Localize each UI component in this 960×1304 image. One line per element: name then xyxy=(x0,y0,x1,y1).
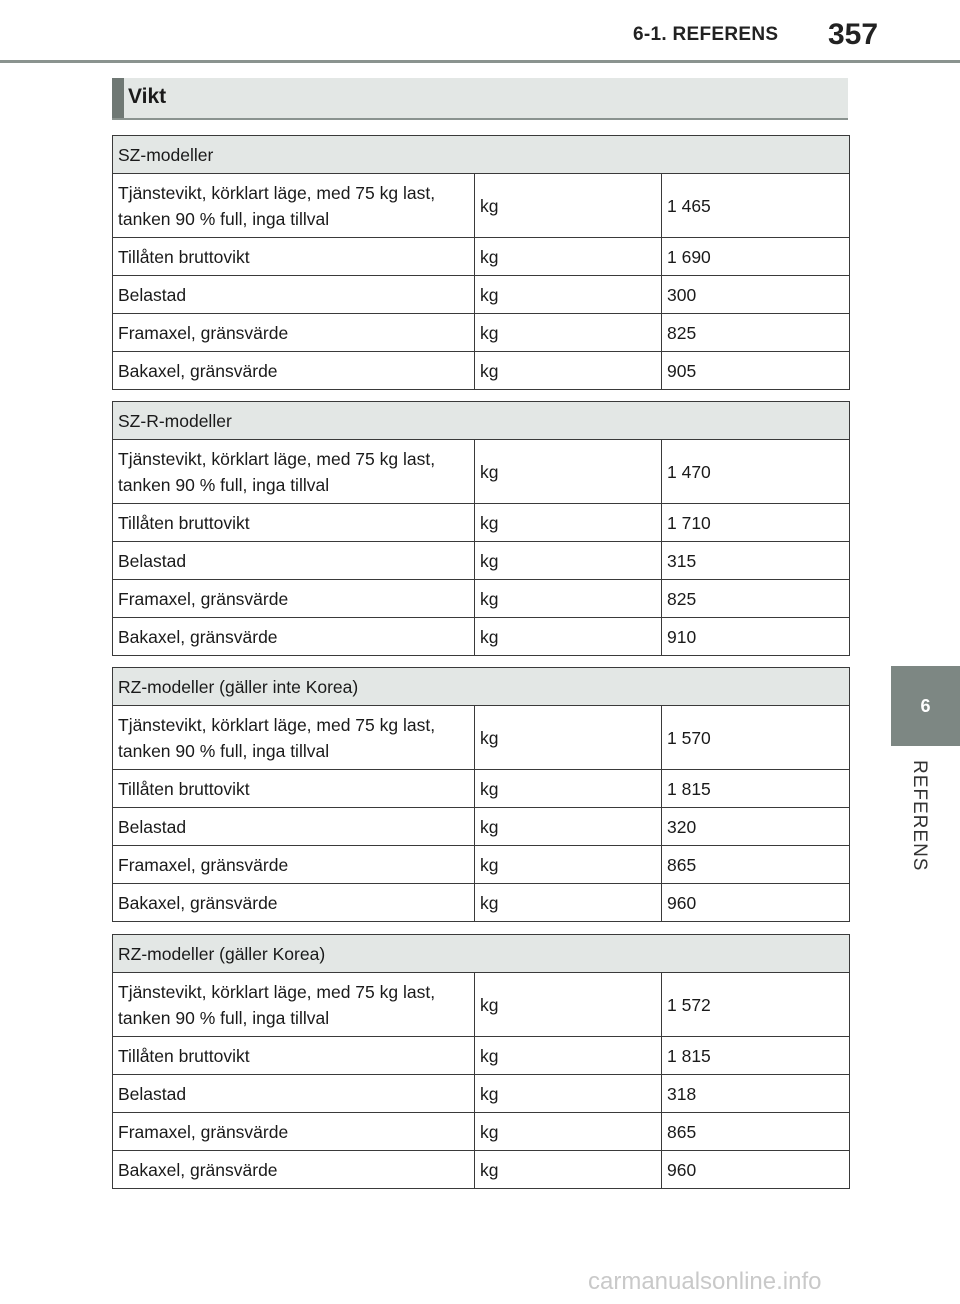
weight-table-sz xyxy=(112,135,850,390)
chapter-label: REFERENS xyxy=(909,760,930,872)
row-unit: kg xyxy=(475,174,662,238)
row-value: 1 570 xyxy=(662,706,850,770)
table-row xyxy=(113,542,850,580)
table-row xyxy=(113,846,850,884)
row-label: Bakaxel, gränsvärde xyxy=(113,352,475,390)
table-row xyxy=(113,808,850,846)
section-title: 6-1. REFERENS xyxy=(633,24,779,45)
table-row xyxy=(113,440,850,504)
heading-accent xyxy=(112,78,124,118)
row-unit: kg xyxy=(475,580,662,618)
row-unit: kg xyxy=(475,1113,662,1151)
table-group-label: RZ-modeller (gäller inte Korea) xyxy=(113,668,850,706)
row-value: 960 xyxy=(662,1151,850,1189)
row-unit: kg xyxy=(475,808,662,846)
row-label: Tillåten bruttovikt xyxy=(113,1037,475,1075)
row-value: 320 xyxy=(662,808,850,846)
row-unit: kg xyxy=(475,846,662,884)
row-label: Tjänstevikt, körklart läge, med 75 kg last, tanken 90 % full, inga tillval xyxy=(113,440,475,504)
table-row xyxy=(113,770,850,808)
section-heading: Vikt xyxy=(128,85,167,108)
watermark-text: carmanualsonline.info xyxy=(588,1268,822,1295)
table-group-label: RZ-modeller (gäller Korea) xyxy=(113,935,850,973)
table-row xyxy=(113,1037,850,1075)
row-label: Tjänstevikt, körklart läge, med 75 kg last, tanken 90 % full, inga tillval xyxy=(113,174,475,238)
row-unit: kg xyxy=(475,504,662,542)
row-label: Bakaxel, gränsvärde xyxy=(113,884,475,922)
row-value: 300 xyxy=(662,276,850,314)
row-value: 1 710 xyxy=(662,504,850,542)
table-row xyxy=(113,504,850,542)
table-row xyxy=(113,276,850,314)
row-value: 1 815 xyxy=(662,1037,850,1075)
table-row xyxy=(113,352,850,390)
table-row xyxy=(113,1113,850,1151)
row-value: 825 xyxy=(662,580,850,618)
table-row xyxy=(113,174,850,238)
page-number: 357 xyxy=(828,18,879,51)
row-unit: kg xyxy=(475,706,662,770)
row-label: Tjänstevikt, körklart läge, med 75 kg last, tanken 90 % full, inga tillval xyxy=(113,706,475,770)
weight-table-rz-korea xyxy=(112,934,850,1189)
row-unit: kg xyxy=(475,973,662,1037)
table-row xyxy=(113,238,850,276)
row-unit: kg xyxy=(475,1037,662,1075)
row-unit: kg xyxy=(475,314,662,352)
row-unit: kg xyxy=(475,1151,662,1189)
row-value: 1 470 xyxy=(662,440,850,504)
table-group-label: SZ-modeller xyxy=(113,136,850,174)
row-label: Tillåten bruttovikt xyxy=(113,770,475,808)
row-label: Bakaxel, gränsvärde xyxy=(113,618,475,656)
row-unit: kg xyxy=(475,238,662,276)
row-unit: kg xyxy=(475,276,662,314)
table-group-label: SZ-R-modeller xyxy=(113,402,850,440)
row-label: Bakaxel, gränsvärde xyxy=(113,1151,475,1189)
row-value: 905 xyxy=(662,352,850,390)
row-unit: kg xyxy=(475,440,662,504)
row-label: Belastad xyxy=(113,542,475,580)
row-label: Tjänstevikt, körklart läge, med 75 kg last, tanken 90 % full, inga tillval xyxy=(113,973,475,1037)
row-label: Tillåten bruttovikt xyxy=(113,504,475,542)
row-value: 910 xyxy=(662,618,850,656)
row-value: 1 465 xyxy=(662,174,850,238)
row-label: Framaxel, gränsvärde xyxy=(113,580,475,618)
weight-table-sz-r xyxy=(112,401,850,656)
row-label: Framaxel, gränsvärde xyxy=(113,846,475,884)
row-value: 1 690 xyxy=(662,238,850,276)
row-unit: kg xyxy=(475,1075,662,1113)
row-value: 318 xyxy=(662,1075,850,1113)
header-divider xyxy=(0,60,960,63)
row-label: Framaxel, gränsvärde xyxy=(113,1113,475,1151)
row-value: 865 xyxy=(662,846,850,884)
row-unit: kg xyxy=(475,770,662,808)
section-heading-bar xyxy=(112,78,848,120)
table-row xyxy=(113,884,850,922)
chapter-tab xyxy=(891,666,960,746)
row-label: Belastad xyxy=(113,808,475,846)
table-row xyxy=(113,706,850,770)
table-row xyxy=(113,1075,850,1113)
row-label: Belastad xyxy=(113,1075,475,1113)
row-label: Framaxel, gränsvärde xyxy=(113,314,475,352)
row-value: 865 xyxy=(662,1113,850,1151)
row-unit: kg xyxy=(475,352,662,390)
row-value: 315 xyxy=(662,542,850,580)
table-row xyxy=(113,618,850,656)
table-row xyxy=(113,580,850,618)
row-value: 1 815 xyxy=(662,770,850,808)
row-unit: kg xyxy=(475,542,662,580)
table-row xyxy=(113,1151,850,1189)
chapter-number: 6 xyxy=(920,695,931,716)
row-unit: kg xyxy=(475,618,662,656)
row-value: 825 xyxy=(662,314,850,352)
row-label: Belastad xyxy=(113,276,475,314)
row-value: 1 572 xyxy=(662,973,850,1037)
row-unit: kg xyxy=(475,884,662,922)
row-label: Tillåten bruttovikt xyxy=(113,238,475,276)
table-row xyxy=(113,973,850,1037)
weight-table-rz-non-korea xyxy=(112,667,850,922)
table-row xyxy=(113,314,850,352)
row-value: 960 xyxy=(662,884,850,922)
